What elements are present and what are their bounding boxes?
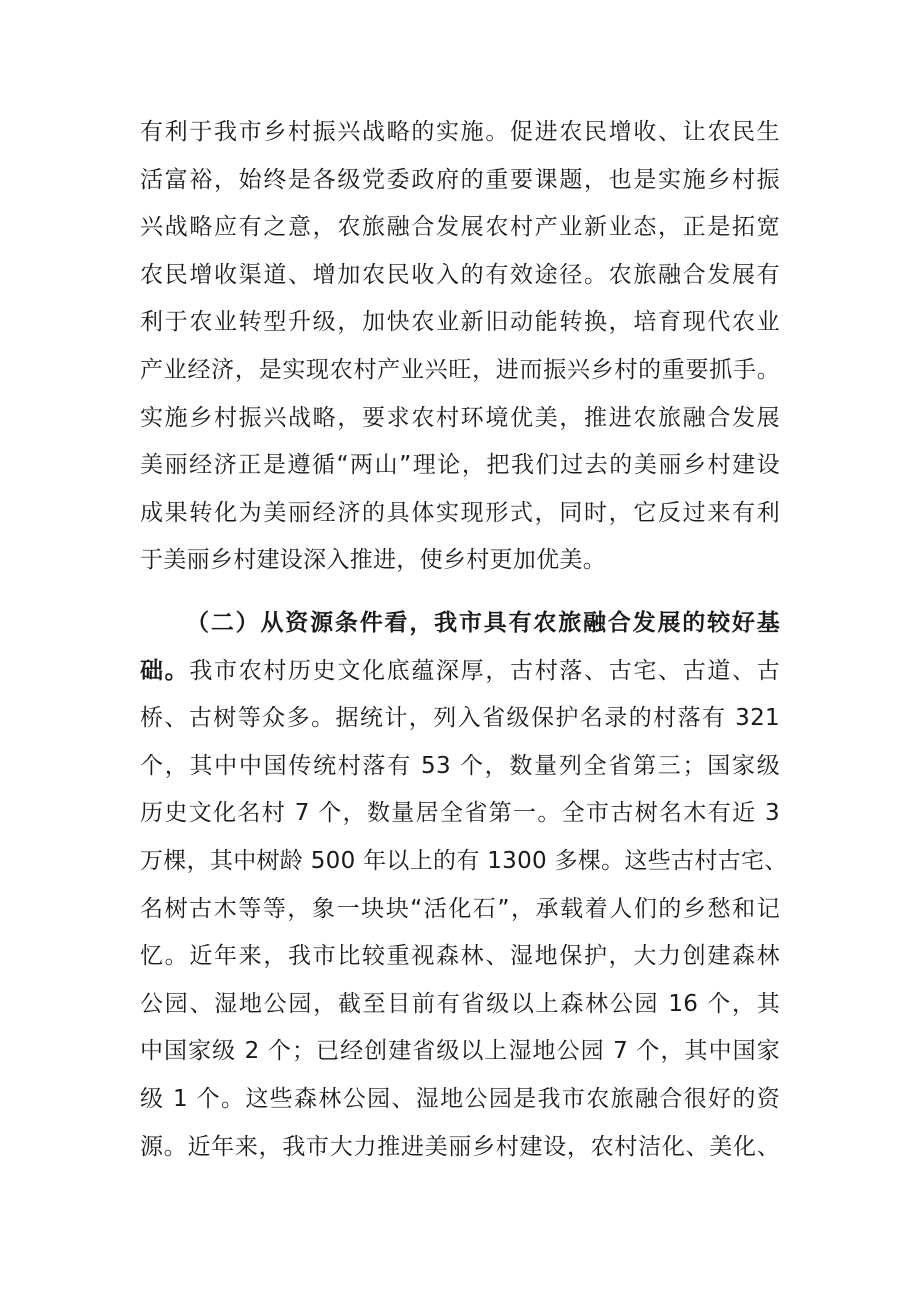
paragraph-line: 于美丽乡村建设深入推进，使乡村更加优美。	[140, 547, 606, 574]
paragraph-line: 忆。近年来，我市比较重视森林、湿地保护，大力创建森林	[140, 943, 780, 970]
paragraph-line: 历史文化名村 7 个，数量居全省第一。全市古树名木有近 3	[140, 800, 780, 827]
paragraph-line	[140, 648, 780, 696]
paragraph-line: 公园、湿地公园，截至目前有省级以上森林公园 16 个，其	[140, 990, 780, 1017]
paragraph-line: 桥、古树等众多。据统计，列入省级保护名录的村落有 321	[140, 705, 780, 732]
paragraph-line: 成果转化为美丽经济的具体实现形式，同时，它反过来有利	[140, 499, 780, 526]
paragraph-line: 美丽经济正是遵循“两山”理论，把我们过去的美丽乡村建设	[140, 452, 780, 479]
paragraph-line: 实施乡村振兴战略，要求农村环境优美，推进农旅融合发展	[140, 404, 780, 431]
paragraph-line: 源。近年来，我市大力推进美丽乡村建设，农村洁化、美化、	[140, 1133, 780, 1160]
section-heading-line	[140, 600, 780, 648]
paragraph-line: 活富裕，始终是各级党委政府的重要课题，也是实施乡村振	[140, 166, 780, 193]
paragraph-line: 中国家级 2 个；已经创建省级以上湿地公园 7 个，其中国家	[140, 1038, 780, 1065]
paragraph-text: 我市农村历史文化底蕴深厚，古村落、古宅、古道、古	[189, 657, 780, 684]
paragraph-line: 农民增收渠道、增加农民收入的有效途径。农旅融合发展有	[140, 261, 780, 288]
paragraph-2	[140, 600, 788, 1171]
paragraph-line: 利于农业转型升级，加快农业新旧动能转换，培育现代农业	[140, 309, 780, 336]
paragraph-line: 级 1 个。这些森林公园、湿地公园是我市农旅融合很好的资	[140, 1085, 780, 1112]
paragraph-line: 万棵，其中树龄 500 年以上的有 1300 多棵。这些古村古宅、	[140, 847, 788, 874]
paragraph-line: 有利于我市乡村振兴战略的实施。促进农民增收、让农民生	[140, 119, 780, 145]
paragraph-line: 产业经济，是实现农村产业兴旺，进而振兴乡村的重要抓手。	[140, 356, 780, 383]
paragraph-line: 名树古木等等，象一块块“活化石”，承载着人们的乡愁和记	[140, 895, 780, 922]
section-heading-end: 础。	[140, 657, 190, 684]
section-heading: （二）从资源条件看，我市具有农旅融合发展的较好基	[186, 610, 780, 636]
paragraph-line: 兴战略应有之意，农旅融合发展农村产业新业态，正是拓宽	[140, 214, 780, 241]
paragraph-1	[140, 109, 780, 585]
paragraph-line: 个，其中中国传统村落有 53 个，数量列全省第三；国家级	[140, 752, 780, 779]
